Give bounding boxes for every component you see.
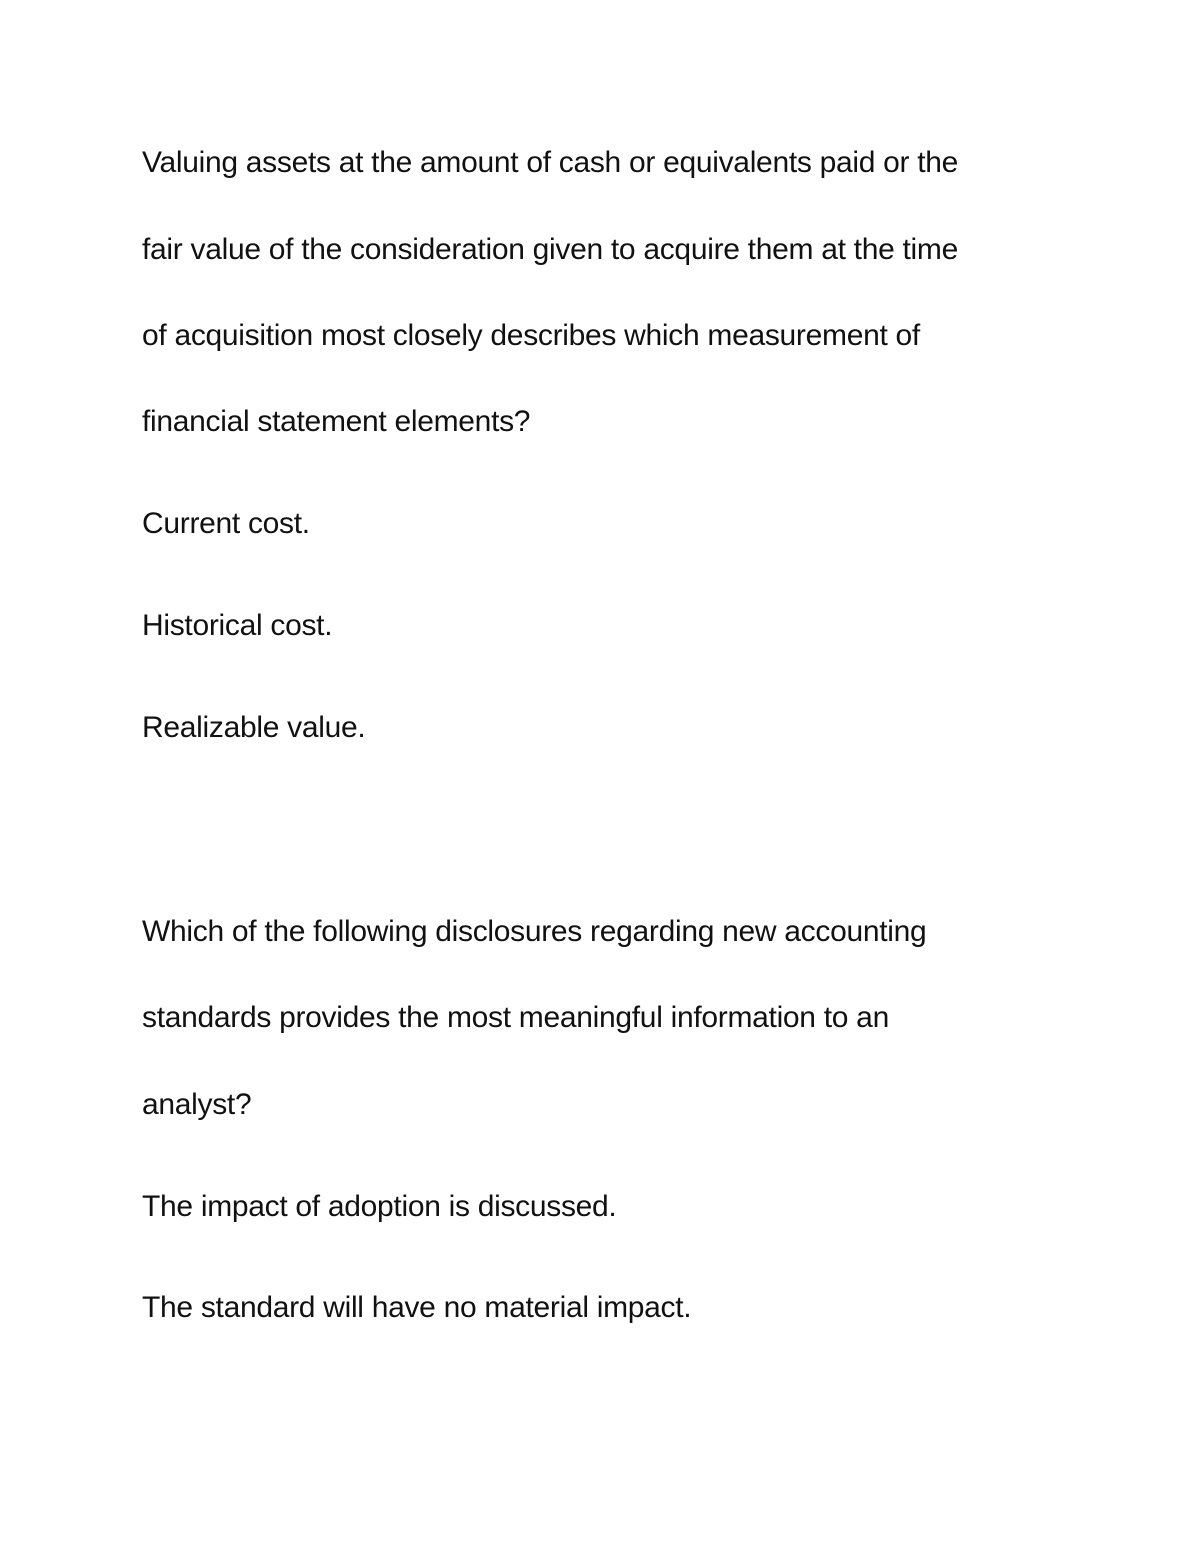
question-1-stem-line-4: financial statement elements? [142,405,531,438]
question-1-stem-line-1: Valuing assets at the amount of cash or equivalents paid or the [142,146,959,179]
question-2-option-2: The standard will have no material impact. [142,1291,692,1324]
question-1-option-3: Realizable value. [142,711,366,744]
question-2-stem-line-3: analyst? [142,1088,252,1121]
question-1-option-2: Historical cost. [142,609,333,642]
question-1-stem-line-3: of acquisition most closely describes which measurement of [142,319,920,352]
question-2-stem-line-2: standards provides the most meaningful information to an [142,1001,889,1034]
question-2-stem-line-1: Which of the following disclosures regarding new accounting [142,915,927,948]
question-1-stem-line-2: fair value of the consideration given to acquire them at the time [142,233,958,266]
question-1-option-1: Current cost. [142,507,310,540]
question-2-option-1: The impact of adoption is discussed. [142,1190,617,1223]
